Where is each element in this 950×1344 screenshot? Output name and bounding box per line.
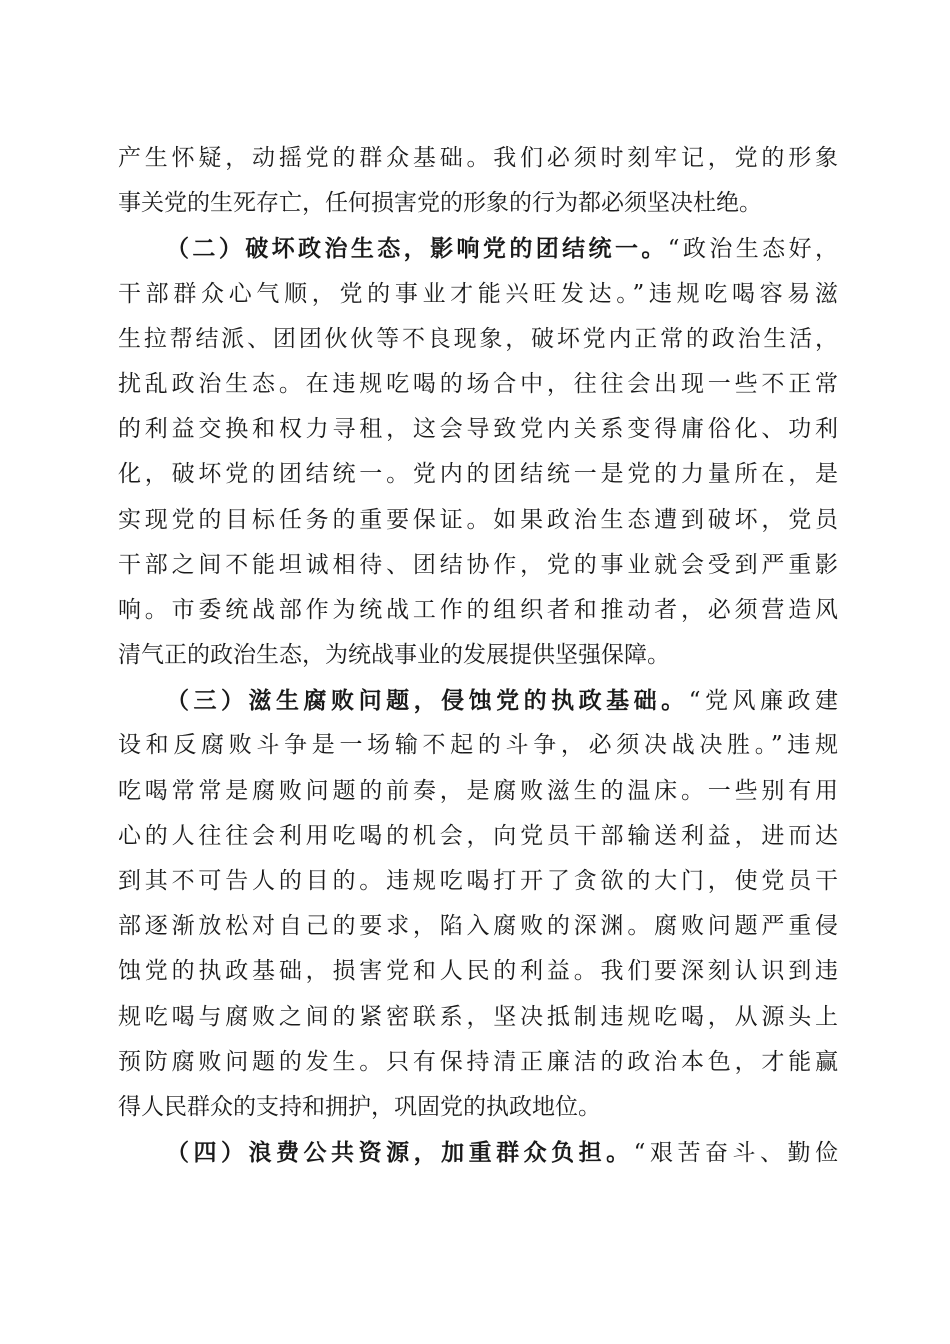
text-line: 蚀党的执政基础，损害党和人民的利益。我们要深刻认识到违 bbox=[118, 958, 838, 985]
text-line: 干部之间不能坦诚相待、团结协作，党的事业就会受到严重影 bbox=[118, 551, 838, 578]
section-heading-3: （三）滋生腐败问题，侵蚀党的执政基础。 bbox=[166, 687, 689, 715]
section-heading-4: （四）浪费公共资源，加重群众负担。 bbox=[166, 1139, 634, 1167]
text-line: 规吃喝与腐败之间的紧密联系，坚决抵制违规吃喝，从源头上 bbox=[118, 1003, 838, 1030]
body-text bbox=[118, 136, 838, 1175]
text-line: 事关党的生死存亡，任何损害党的形象的行为都必须坚决杜绝。 bbox=[118, 190, 762, 217]
text-line: 清气正的政治生态，为统战事业的发展提供坚强保障。 bbox=[118, 642, 670, 669]
text-line: 吃喝常常是腐败问题的前奏，是腐败滋生的温床。一些别有用 bbox=[118, 777, 838, 804]
text-line: 生拉帮结派、团团伙伙等不良现象，破坏党内正常的政治生活， bbox=[118, 325, 838, 352]
text-line: 化，破坏党的团结统一。党内的团结统一是党的力量所在，是 bbox=[118, 461, 838, 488]
text-line: 预防腐败问题的发生。只有保持清正廉洁的政治本色，才能赢 bbox=[118, 1048, 838, 1075]
section-heading-line: （二）破坏政治生态，影响党的团结统一。“政治生态好， bbox=[166, 235, 838, 263]
section-heading-2: （二）破坏政治生态，影响党的团结统一。 bbox=[166, 235, 668, 263]
text-line: 实现党的目标任务的重要保证。如果政治生态遭到破坏，党员 bbox=[118, 506, 838, 533]
text-line: 产生怀疑，动摇党的群众基础。我们必须时刻牢记，党的形象 bbox=[118, 145, 838, 171]
text-line: 心的人往往会利用吃喝的机会，向党员干部输送利益，进而达 bbox=[118, 822, 838, 849]
text-line: 扰乱政治生态。在违规吃喝的场合中，往往会出现一些不正常 bbox=[118, 370, 838, 397]
text-line: 得人民群众的支持和拥护，巩固党的执政地位。 bbox=[118, 1093, 601, 1120]
text-line: 设和反腐败斗争是一场输不起的斗争，必须决战决胜。”违规 bbox=[118, 732, 838, 759]
text-line: 到其不可告人的目的。违规吃喝打开了贪欲的大门，使党员干 bbox=[118, 868, 838, 894]
section-heading-line: （三）滋生腐败问题，侵蚀党的执政基础。“党风廉政建 bbox=[166, 687, 838, 715]
text-line: 干部群众心气顺，党的事业才能兴旺发达。”违规吃喝容易滋 bbox=[118, 280, 838, 307]
text-line: 的利益交换和权力寻租，这会导致党内关系变得庸俗化、功利 bbox=[118, 416, 838, 443]
text-line: 响。市委统战部作为统战工作的组织者和推动者，必须营造风 bbox=[118, 596, 838, 623]
section-heading-line: （四）浪费公共资源，加重群众负担。“艰苦奋斗、勤俭 bbox=[166, 1139, 838, 1167]
text-line: 部逐渐放松对自己的要求，陷入腐败的深渊。腐败问题严重侵 bbox=[118, 913, 838, 940]
